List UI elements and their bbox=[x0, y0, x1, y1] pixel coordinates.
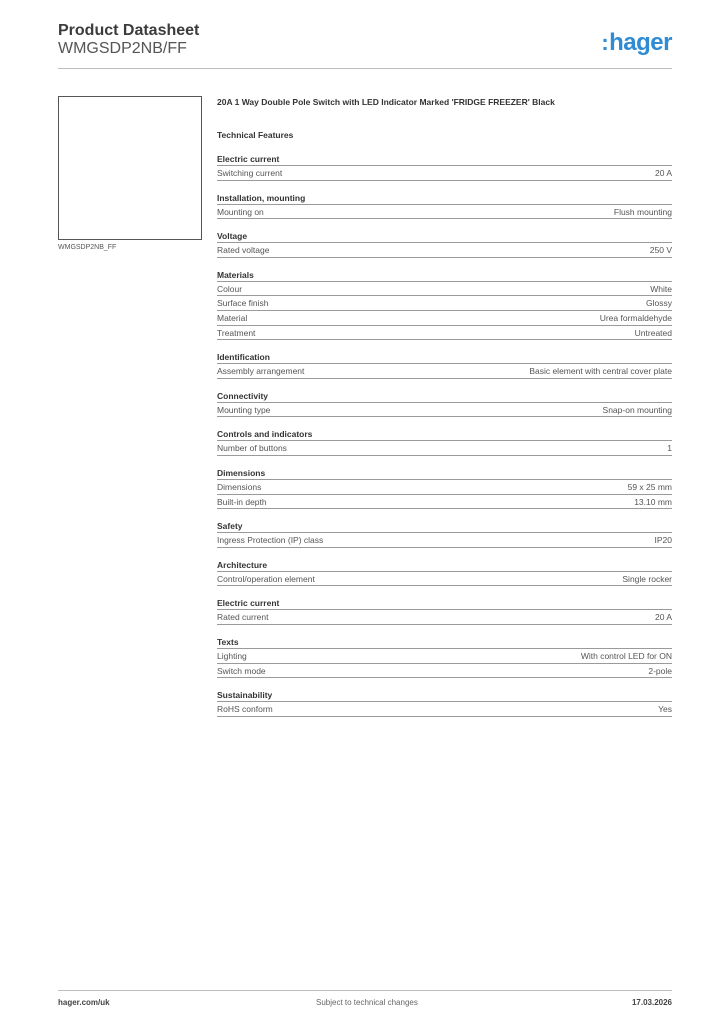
feature-row bbox=[217, 702, 672, 717]
feature-label: Switching current bbox=[217, 168, 283, 178]
feature-value: With control LED for ON bbox=[580, 650, 672, 661]
feature-label: Switch mode bbox=[217, 665, 266, 676]
feature-section bbox=[217, 230, 672, 258]
footer-divider bbox=[58, 990, 672, 991]
feature-value: IP20 bbox=[654, 535, 672, 546]
feature-row bbox=[217, 326, 672, 341]
feature-label: RoHS conform bbox=[217, 704, 273, 715]
section-title: Dimensions bbox=[217, 467, 672, 480]
feature-row bbox=[217, 480, 672, 495]
feature-section bbox=[217, 153, 672, 181]
section-title: Materials bbox=[217, 269, 672, 282]
feature-row bbox=[217, 364, 672, 379]
product-code: WMGSDP2NB/FF bbox=[58, 40, 187, 57]
feature-label: Control/operation element bbox=[217, 573, 315, 584]
feature-section bbox=[217, 559, 672, 587]
section-title: Safety bbox=[217, 520, 672, 533]
feature-row bbox=[217, 243, 672, 258]
feature-row bbox=[217, 296, 672, 311]
feature-label: Built-in depth bbox=[217, 496, 267, 507]
feature-label: Mounting on bbox=[217, 206, 264, 217]
feature-value: Snap-on mounting bbox=[602, 404, 672, 415]
feature-row bbox=[217, 495, 672, 510]
feature-row bbox=[217, 610, 672, 625]
product-image-caption: WMGSDP2NB_FF bbox=[58, 244, 117, 251]
section-title: Voltage bbox=[217, 230, 672, 243]
feature-value: 1 bbox=[667, 443, 672, 454]
feature-value: 2-pole bbox=[648, 665, 672, 676]
feature-sections bbox=[217, 153, 672, 717]
section-title: Texts bbox=[217, 636, 672, 649]
product-image-placeholder bbox=[58, 96, 202, 240]
section-title: Installation, mounting bbox=[217, 192, 672, 205]
feature-label: Ingress Protection (IP) class bbox=[217, 535, 324, 546]
feature-value: White bbox=[650, 283, 672, 294]
feature-label: Lighting bbox=[217, 650, 247, 661]
feature-value: Yes bbox=[658, 704, 672, 715]
feature-section bbox=[217, 597, 672, 625]
feature-row bbox=[217, 664, 672, 679]
section-title: Electric current bbox=[217, 153, 672, 166]
feature-section bbox=[217, 192, 672, 220]
feature-label: Rated voltage bbox=[217, 245, 270, 256]
feature-label: Dimensions bbox=[217, 481, 262, 492]
feature-value: Urea formaldehyde bbox=[599, 312, 672, 323]
datasheet-content bbox=[217, 94, 672, 717]
feature-section bbox=[217, 390, 672, 418]
feature-value: Single rocker bbox=[622, 573, 672, 584]
page-header bbox=[58, 22, 672, 58]
feature-label: Material bbox=[217, 312, 248, 323]
technical-features-title: Technical Features bbox=[217, 130, 294, 140]
logo-text: hager bbox=[609, 29, 672, 56]
section-title: Electric current bbox=[217, 597, 672, 610]
feature-row bbox=[217, 649, 672, 664]
feature-label: Mounting type bbox=[217, 404, 271, 415]
feature-row bbox=[217, 166, 672, 181]
feature-section bbox=[217, 269, 672, 340]
feature-label: Treatment bbox=[217, 327, 256, 338]
product-description: 20A 1 Way Double Pole Switch with LED Indicator Marked 'FRIDGE FREEZER' Black bbox=[217, 97, 555, 107]
feature-row bbox=[217, 282, 672, 297]
section-title: Sustainability bbox=[217, 689, 672, 702]
feature-label: Assembly arrangement bbox=[217, 366, 305, 377]
section-title: Architecture bbox=[217, 559, 672, 572]
footer-note: Subject to technical changes bbox=[316, 998, 418, 1007]
header-divider bbox=[58, 68, 672, 69]
feature-row bbox=[217, 205, 672, 220]
section-title: Controls and indicators bbox=[217, 428, 672, 441]
feature-label: Number of buttons bbox=[217, 443, 287, 454]
section-title: Identification bbox=[217, 351, 672, 364]
feature-label: Colour bbox=[217, 283, 243, 294]
feature-row bbox=[217, 441, 672, 456]
feature-section bbox=[217, 520, 672, 548]
feature-value: 250 V bbox=[649, 245, 672, 256]
feature-row bbox=[217, 572, 672, 587]
feature-value: Basic element with central cover plate bbox=[529, 366, 672, 377]
footer-date: 17.03.2026 bbox=[631, 998, 672, 1007]
feature-section bbox=[217, 636, 672, 678]
feature-value: 20 A bbox=[654, 168, 672, 178]
feature-row bbox=[217, 311, 672, 326]
feature-label: Rated current bbox=[217, 612, 269, 623]
feature-section bbox=[217, 467, 672, 509]
feature-row bbox=[217, 533, 672, 548]
feature-value: 13.10 mm bbox=[634, 496, 672, 507]
footer-website: hager.com/uk bbox=[58, 998, 110, 1007]
feature-value: 20 A bbox=[654, 612, 672, 623]
section-title: Connectivity bbox=[217, 390, 672, 403]
feature-row bbox=[217, 403, 672, 418]
feature-label: Surface finish bbox=[217, 298, 269, 309]
feature-value: Glossy bbox=[646, 298, 672, 309]
feature-value: Flush mounting bbox=[613, 206, 672, 217]
feature-section bbox=[217, 351, 672, 379]
document-title: Product Datasheet bbox=[58, 22, 200, 39]
feature-value: 59 x 25 mm bbox=[627, 481, 672, 492]
hager-logo: :hager bbox=[601, 29, 672, 56]
feature-section bbox=[217, 689, 672, 717]
feature-value: Untreated bbox=[634, 327, 672, 338]
feature-section bbox=[217, 428, 672, 456]
